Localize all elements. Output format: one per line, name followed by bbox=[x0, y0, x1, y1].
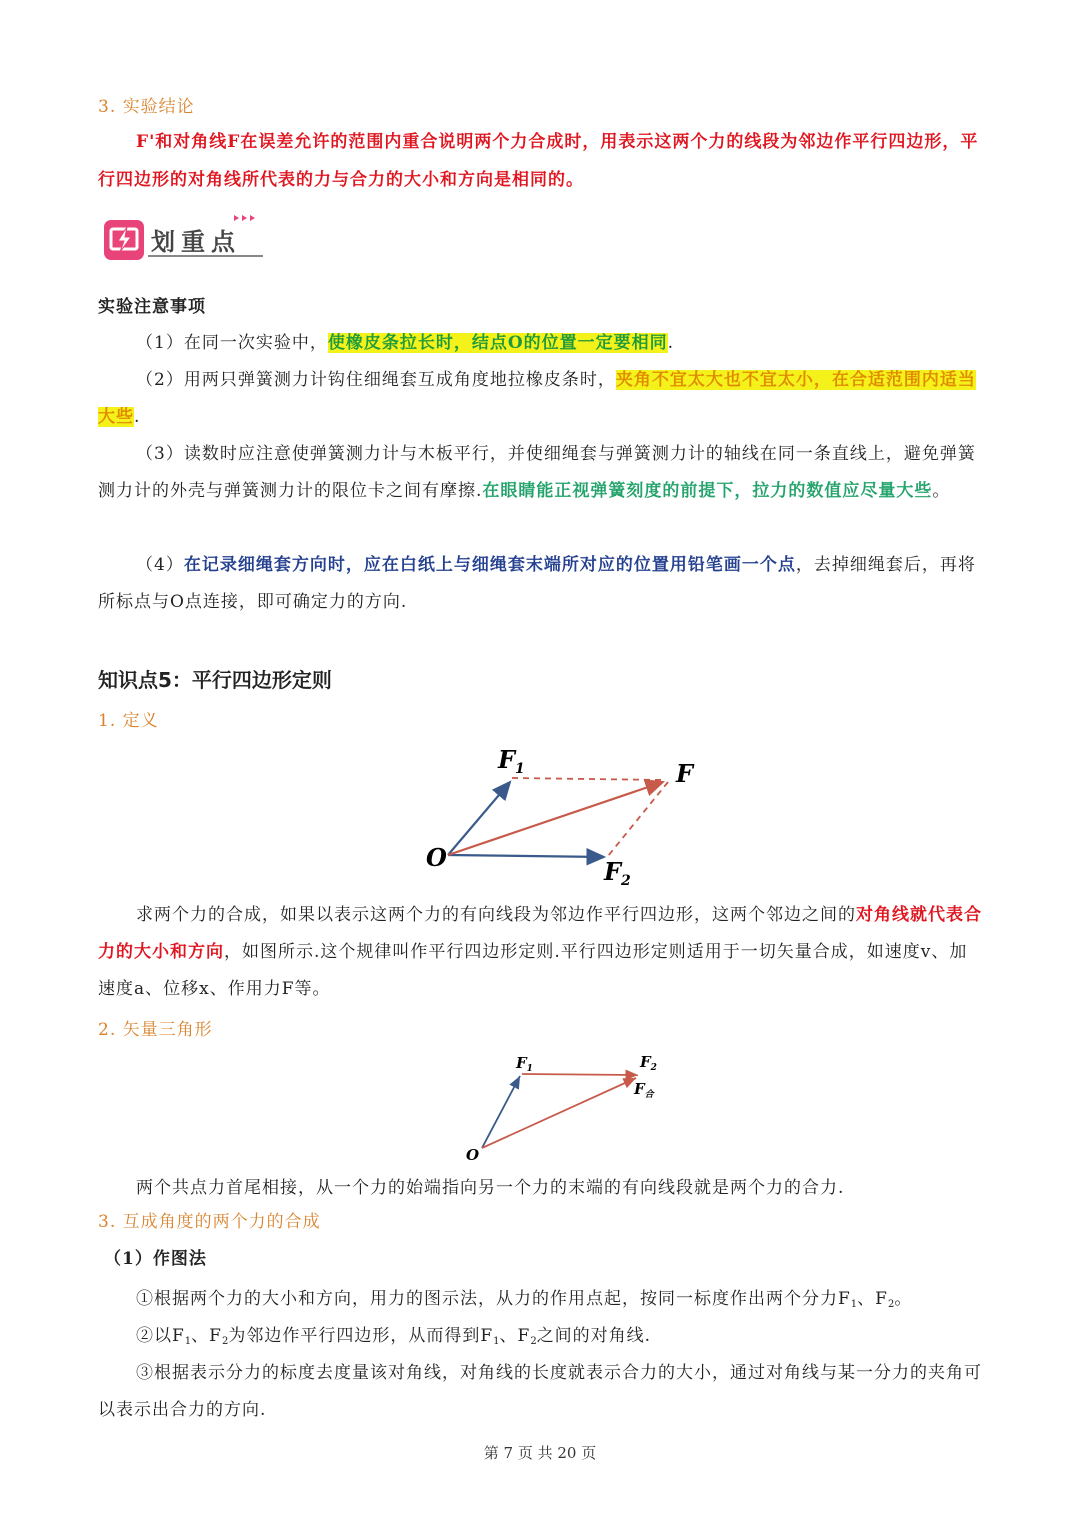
note-3-text: （3）读数时应注意使弹簧测力计与木板平行，并使细绳套与弹簧测力计的轴线在同一条直线上，避免弹簧测力计的外壳与弹簧测力计的限位卡之间有摩擦. bbox=[98, 444, 976, 501]
note-1-highlight: 使橡皮条拉长时，结点O的位置一定要相同 bbox=[327, 333, 668, 353]
method-title: （1）作图法 bbox=[104, 1249, 207, 1269]
step-2-text-b: 、F bbox=[191, 1326, 222, 1346]
tri-label-f1: $F_1$ bbox=[516, 1054, 533, 1074]
step-1-text-b: 、F bbox=[857, 1289, 888, 1309]
step-2-end: 之间的对角线. bbox=[536, 1326, 652, 1346]
note-4-end: ，去掉细绳套后，再将所标点与O点连接，即可确定力的方向. bbox=[98, 555, 976, 612]
step-2-sub-3: 1 bbox=[493, 1336, 500, 1347]
note-4-text: （4） bbox=[136, 555, 184, 575]
kp5-title: 知识点5：平行四边形定则 bbox=[98, 668, 332, 692]
section-heading-conclusion: 3. 实验结论 bbox=[98, 97, 195, 117]
parallelogram-figure bbox=[420, 740, 710, 890]
step-1-sub-2: 2 bbox=[887, 1299, 895, 1310]
page-footer: 第 7 页 共 20 页 bbox=[483, 1444, 597, 1462]
note-2-text: （2）用两只弹簧测力计钩住细绳套互成角度地拉橡皮条时， bbox=[136, 370, 616, 390]
triangle-paragraph: 两个共点力首尾相接，从一个力的始端指向另一个力的末端的有向线段就是两个力的合力. bbox=[136, 1178, 845, 1198]
tri-label-resultant: $F_合$ bbox=[634, 1080, 654, 1100]
note-3-end: 。 bbox=[932, 481, 951, 501]
tri-label-f2: $F_2$ bbox=[640, 1053, 657, 1073]
triangle-heading: 2. 矢量三角形 bbox=[98, 1020, 213, 1040]
note-2-highlight: 夹角不宜太大也不宜太小，在合适范围内适当大些 bbox=[98, 370, 976, 427]
dashed-right-edge bbox=[608, 782, 668, 856]
step-2 bbox=[98, 1318, 984, 1360]
definition-end: ，如图所示.这个规律叫作平行四边形定则.平行四边形定则适用于一切矢量合成，如速度v、加速度a、位移x、作用力F等。 bbox=[98, 942, 968, 999]
dashed-top-edge bbox=[512, 778, 665, 780]
triangle-f1 bbox=[482, 1076, 520, 1148]
label-f: F bbox=[676, 759, 694, 788]
def-heading: 1. 定义 bbox=[98, 711, 159, 731]
key-point-badge bbox=[103, 212, 268, 264]
step-1-end: 。 bbox=[894, 1289, 913, 1309]
triangle-f2 bbox=[522, 1074, 638, 1075]
definition-text: 求两个力的合成，如果以表示这两个力的有向线段为邻边作平行四边形，这两个邻边之间的 bbox=[136, 905, 856, 925]
step-1-sub-1: 1 bbox=[850, 1299, 858, 1310]
note-2-end: . bbox=[134, 407, 141, 427]
step-1-text: ①根据两个力的大小和方向，用力的图示法，从力的作用点起，按同一标度作出两个分力F bbox=[136, 1289, 851, 1309]
notes-title: 实验注意事项 bbox=[98, 297, 206, 317]
step-2-sub-1: 1 bbox=[184, 1336, 192, 1347]
step-1 bbox=[98, 1281, 984, 1323]
label-origin: O bbox=[426, 843, 447, 872]
triangle-resultant bbox=[482, 1078, 636, 1148]
tri-label-origin: O bbox=[466, 1146, 480, 1164]
note-4-highlight: 在记录细绳套方向时，应在白纸上与细绳套末端所对应的位置用铅笔画一个点 bbox=[183, 555, 796, 575]
definition-paragraph bbox=[98, 897, 984, 1008]
vector-triangle-figure bbox=[460, 1048, 670, 1166]
note-4 bbox=[98, 547, 984, 621]
note-2 bbox=[98, 362, 984, 436]
label-f2: $F_2$ bbox=[604, 857, 631, 889]
step-2-text-d: 、F bbox=[499, 1326, 531, 1346]
label-f1: $F_1$ bbox=[498, 745, 525, 777]
vector-f2 bbox=[448, 855, 604, 857]
note-3-highlight: 在眼睛能正视弹簧刻度的前提下，拉力的数值应尽量大些 bbox=[482, 481, 933, 501]
note-1-end: . bbox=[667, 333, 675, 353]
step-3: ③根据表示分力的标度去度量该对角线，对角线的长度就表示合力的大小，通过对角线与某一分力的夹角可以表示出合力的方向. bbox=[98, 1363, 982, 1420]
step-2-sub-2: 2 bbox=[221, 1336, 229, 1347]
conclusion-paragraph: F'和对角线F在误差允许的范围内重合说明两个力合成时，用表示这两个力的线段为邻边作平行四边形，平行四边形的对角线所代表的力与合力的大小和方向是相同的。 bbox=[98, 132, 979, 190]
badge-label: 划重点 bbox=[151, 227, 241, 256]
definition-highlight: 对角线就代表合力的大小和方向 bbox=[98, 905, 982, 962]
step-2-text-c: 为邻边作平行四边形，从而得到F bbox=[228, 1326, 494, 1346]
step-2-text: ②以F bbox=[136, 1326, 185, 1346]
note-3 bbox=[98, 436, 984, 510]
step-2-sub-4: 2 bbox=[530, 1336, 537, 1347]
note-1 bbox=[98, 325, 984, 362]
note-1-text: （1）在同一次实验中， bbox=[136, 333, 328, 353]
angle-heading: 3. 互成角度的两个力的合成 bbox=[98, 1212, 321, 1232]
